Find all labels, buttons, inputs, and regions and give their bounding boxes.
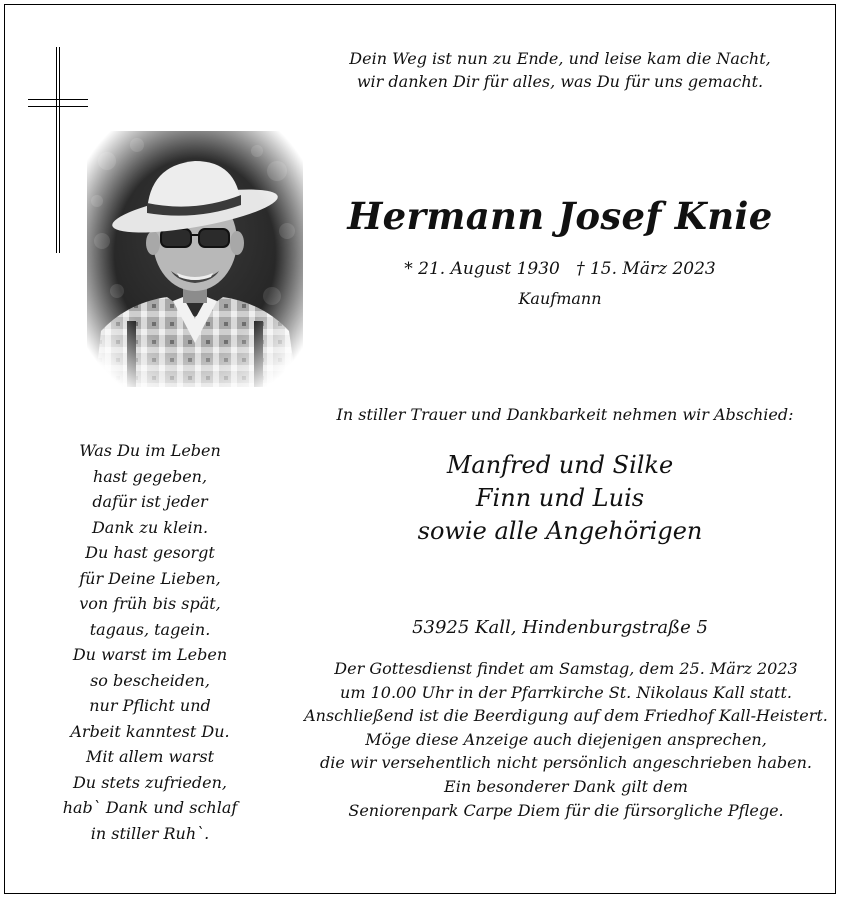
poem-line: dafür ist jeder [92,492,208,511]
poem-line: hab` Dank und schlaf [62,798,238,817]
poem-line: von früh bis spät, [79,594,221,613]
mourners [340,449,780,548]
deceased-name: Hermann Josef Knie [347,194,773,238]
notice-line: Ein besonderer Dank gilt dem [444,776,688,796]
notice-line: Seniorenpark Carpe Diem für die fürsorgliche Pflege. [348,800,784,820]
poem-line: hast gegeben, [92,466,208,486]
poem-line: in stiller Ruh`. [90,823,210,843]
poem-line: Dank zu klein. [91,517,209,537]
poem-line: Was Du im Leben [79,441,221,460]
poem-line: für Deine Lieben, [79,568,221,588]
poem-line: Du stets zufrieden, [72,772,228,792]
funeral-notice [296,657,836,822]
notice-line: um 10.00 Uhr in der Pfarrkirche St. Nikolaus Kall statt. [340,682,792,702]
motto-line: wir danken Dir für alles, was Du für uns gemacht. [356,72,764,91]
cross-vertical-bar [56,47,60,253]
notice-line: Anschließend ist die Beerdigung auf dem Friedhof Kall-Heistert. [304,706,828,726]
motto [300,47,820,93]
notice-line: Möge diese Anzeige auch diejenigen ansprechen, [365,729,767,749]
motto-line: Dein Weg ist nun zu Ende, und leise kam die Nacht, [349,49,771,68]
notice-line: die wir versehentlich nicht persönlich angeschrieben haben. [320,753,812,773]
poem [40,438,260,846]
poem-line: Mit allem warst [85,747,215,766]
mourner-line: Manfred und Silke [446,451,674,479]
poem-line: Du hast gesorgt [85,543,215,562]
farewell-line: In stiller Trauer und Dankbarkeit nehmen wir Abschied: [336,405,794,424]
profession: Kaufmann [518,289,602,308]
cross-horizontal-bar [28,99,88,107]
address: 53925 Kall, Hindenburgstraße 5 [412,617,708,638]
mourner-line: Finn und Luis [475,484,645,512]
poem-line: so bescheiden, [90,670,210,690]
poem-line: nur Pflicht und [89,696,211,715]
notice-line: Der Gottesdienst findet am Samstag, dem 25. März 2023 [334,659,798,678]
mourner-line: sowie alle Angehörigen [417,517,703,545]
poem-line: Arbeit kanntest Du. [70,721,230,741]
life-dates: * 21. August 1930 † 15. März 2023 [404,259,716,279]
portrait-photo [87,131,303,387]
poem-line: Du warst im Leben [72,645,228,664]
poem-line: tagaus, tagein. [89,619,211,639]
